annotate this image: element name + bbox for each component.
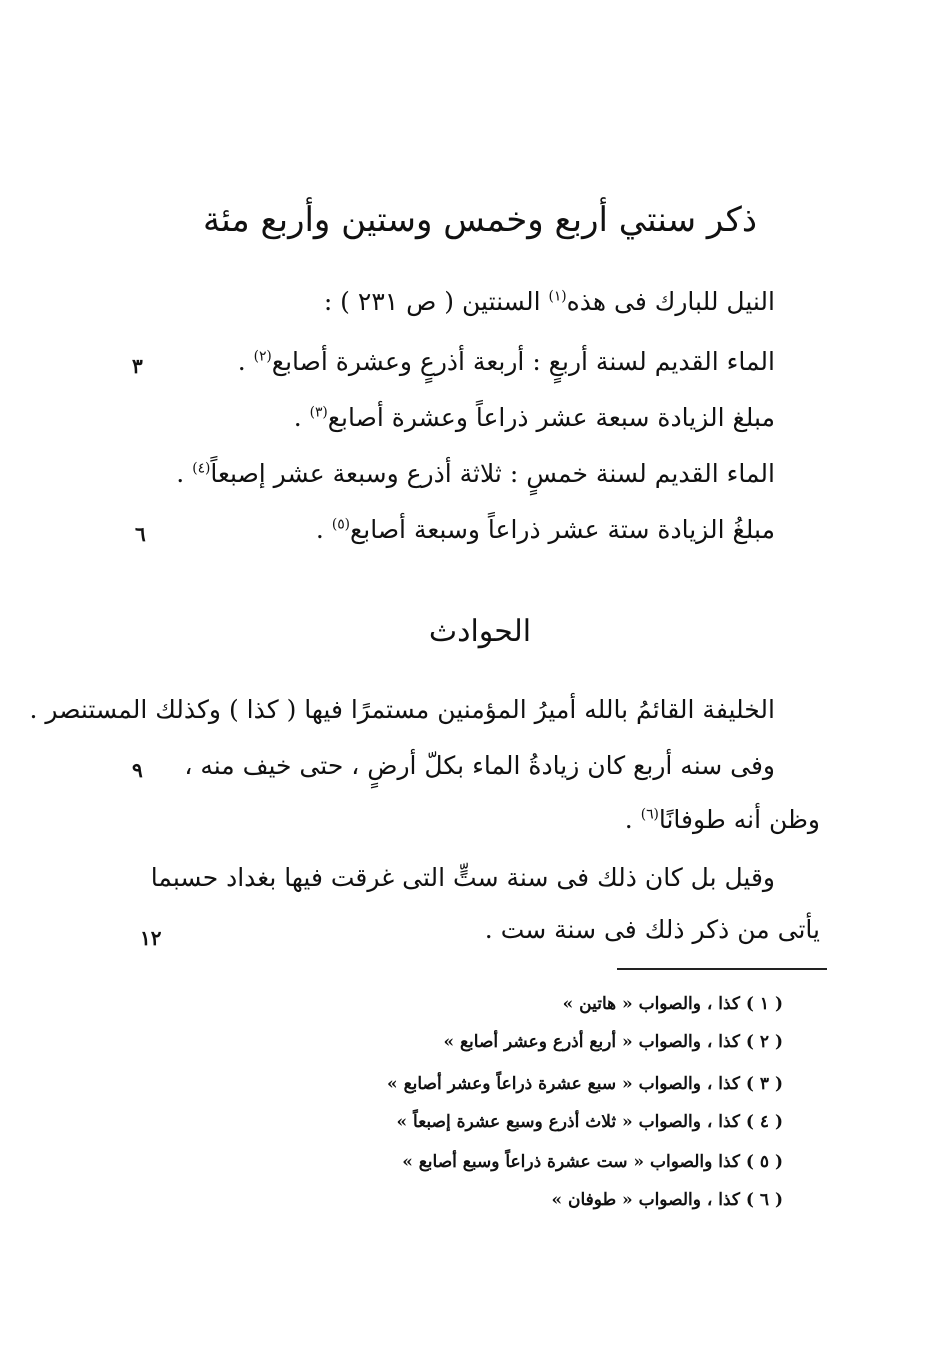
events-paragraph-2-line-2	[625, 800, 820, 840]
nile-line-3-text: الماء القديم لسنة خمسٍ : ثلاثة أذرع وسبعة عشر إصبعاً	[210, 459, 775, 488]
events-paragraph-2-line-1: وفى سنه أربع كان زيادةُ الماء بكلّ أرضٍ ، حتى خيف منه ،	[184, 751, 775, 780]
events-paragraph-1: الخليفة القائمُ بالله أميرُ المؤمنين مستمرًا فيها ( كذا ) وكذلك المستنصر .	[29, 695, 775, 724]
nile-line-1-text: الماء القديم لسنة أربعٍ : أربعة أذرعٍ وعشرة أصابع	[271, 347, 775, 376]
nile-intro-line	[324, 282, 775, 322]
period: .	[176, 459, 185, 488]
nile-intro-text: النيل للبارك فى هذه	[566, 287, 775, 316]
line-number-3: ٣	[132, 354, 143, 378]
nile-line-2-text: مبلغ الزيادة سبعة عشر ذراعاً وعشرة أصابع	[327, 403, 775, 432]
footnote-5: ( ٥ ) كذا والصواب « ست عشرة ذراعاً وسبع أصابع »	[402, 1152, 783, 1172]
footnote-ref-4: (٤)	[192, 460, 211, 477]
period: .	[315, 515, 324, 544]
footnote-ref-5: (٥)	[331, 516, 350, 533]
nile-line-1	[238, 342, 775, 382]
line-number-12: ١٢	[140, 926, 162, 950]
period: .	[624, 805, 633, 834]
nile-line-4	[316, 510, 775, 550]
events-paragraph-2-line-2-text: وظن أنه طوفانًا	[658, 805, 820, 834]
line-number-9: ٩	[132, 758, 143, 782]
section-heading: الحوادث	[428, 614, 532, 649]
events-paragraph-3-line-2: يأتى من ذكر ذلك فى سنة ست .	[484, 915, 820, 944]
page-title: ذكر سنتي أربع وخمس وستين وأربع مئة	[203, 200, 757, 240]
footnote-3: ( ٣ ) كذا ، والصواب « سبع عشرة ذراعاً وعشر أصابع »	[387, 1074, 783, 1094]
footnote-ref-6: (٦)	[640, 806, 659, 823]
footnote-4: ( ٤ ) كذا ، والصواب « ثلاث أذرع وسبع عشرة إصبعاً »	[396, 1112, 783, 1132]
footnote-2: ( ٢ ) كذا ، والصواب « أربع أذرع وعشر أصابع »	[443, 1032, 783, 1052]
nile-line-2	[294, 398, 775, 438]
footnote-1: ( ١ ) كذا ، والصواب « هاتين »	[562, 994, 783, 1014]
footnote-ref-1: (١)	[548, 288, 567, 305]
nile-intro-tail: السنتين ( ص ٢٣١ ) :	[323, 287, 541, 316]
footnote-ref-3: (٣)	[309, 404, 328, 421]
nile-line-3	[176, 454, 775, 494]
period: .	[237, 347, 246, 376]
nile-line-4-text: مبلغُ الزيادة ستة عشر ذراعاً وسبعة أصابع	[349, 515, 775, 544]
footnote-6: ( ٦ ) كذا ، والصواب « طوفان »	[551, 1190, 783, 1210]
period: .	[293, 403, 302, 432]
events-paragraph-3-line-1: وقيل بل كان ذلك فى سنة ستٍّ التى غرقت فيها بغداد حسبما	[150, 863, 775, 892]
footnote-separator	[617, 968, 827, 970]
footnote-ref-2: (٢)	[253, 348, 272, 365]
line-number-6: ٦	[135, 522, 146, 546]
